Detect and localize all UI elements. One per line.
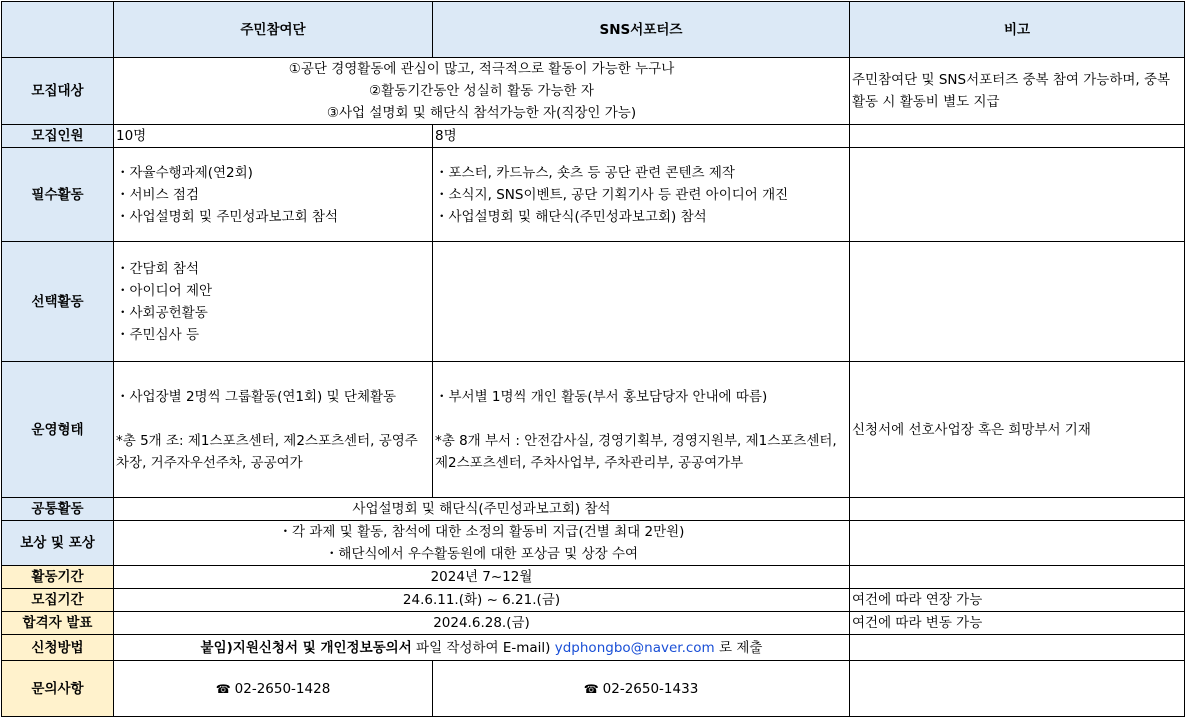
row-target	[2, 58, 1185, 125]
label-target: 모집대상	[2, 58, 114, 125]
label-count: 모집인원	[2, 125, 114, 148]
required-resident	[114, 148, 433, 242]
label-apply: 신청방법	[2, 635, 114, 661]
contact-resident	[114, 661, 433, 717]
list-item: ・자율수행과제(연2회)	[116, 164, 253, 181]
apply-note	[850, 635, 1185, 661]
apply-instruction: 파일 작성하여 E-mail)	[411, 639, 555, 656]
label-reward: 보상 및 포상	[2, 521, 114, 566]
row-optional	[2, 242, 1185, 362]
apply-documents: 붙임)지원신청서 및 개인정보동의서	[200, 639, 412, 656]
contact-note	[850, 661, 1185, 717]
period-value: 2024년 7~12월	[114, 566, 850, 589]
operation-note: 신청서에 선호사업장 혹은 희망부서 기재	[850, 362, 1185, 498]
common-value: 사업설명회 및 해단식(주민성과보고회) 참석	[114, 498, 850, 521]
row-announce	[2, 612, 1185, 635]
label-recruit-period: 모집기간	[2, 589, 114, 612]
label-common: 공통활동	[2, 498, 114, 521]
recruitment-table	[1, 1, 1185, 717]
row-operation	[2, 362, 1185, 498]
row-common	[2, 498, 1185, 521]
operation-resident	[114, 362, 433, 498]
reward-cell	[114, 521, 850, 566]
required-note	[850, 148, 1185, 242]
telephone-icon: ☎	[583, 681, 599, 696]
label-period: 활동기간	[2, 566, 114, 589]
announce-value: 2024.6.28.(금)	[114, 612, 850, 635]
contact-resident-phone: 02-2650-1428	[234, 680, 331, 697]
period-note	[850, 566, 1185, 589]
telephone-icon: ☎	[215, 681, 231, 696]
row-apply	[2, 635, 1185, 661]
label-announce: 합격자 발표	[2, 612, 114, 635]
corner-cell	[2, 2, 114, 58]
operation-sns-main: ・부서별 1명씩 개인 활동(부서 홍보담당자 안내에 따름)	[435, 388, 768, 405]
operation-sns	[433, 362, 850, 498]
row-contact	[2, 661, 1185, 717]
count-note	[850, 125, 1185, 148]
target-line-1: ①공단 경영활동에 관심이 많고, 적극적으로 활동이 가능한 누구나	[288, 61, 675, 77]
operation-resident-main: ・사업장별 2명씩 그룹활동(연1회) 및 단체활동	[116, 388, 397, 405]
required-sns	[433, 148, 850, 242]
reward-note	[850, 521, 1185, 566]
count-sns: 8명	[433, 125, 850, 148]
header-row	[2, 2, 1185, 58]
list-item: ・소식지, SNS이벤트, 공단 기획기사 등 관련 아이디어 개진	[435, 186, 789, 203]
recruit-period-note: 여건에 따라 연장 가능	[850, 589, 1185, 612]
recruit-period-value: 24.6.11.(화) ~ 6.21.(금)	[114, 589, 850, 612]
contact-sns-phone: 02-2650-1433	[602, 680, 699, 697]
list-item: ・아이디어 제안	[116, 282, 213, 299]
contact-sns	[433, 661, 850, 717]
target-note: 주민참여단 및 SNS서포터즈 중복 참여 가능하며, 중복 활동 시 활동비 별도 지급	[850, 58, 1185, 125]
list-item: ・서비스 점검	[116, 186, 199, 203]
announce-note: 여건에 따라 변동 가능	[850, 612, 1185, 635]
operation-resident-sub: *총 5개 조: 제1스포츠센터, 제2스포츠센터, 공영주차장, 거주자우선주차, 공공여가	[116, 432, 418, 471]
optional-resident	[114, 242, 433, 362]
count-resident: 10명	[114, 125, 433, 148]
apply-suffix: 로 제출	[714, 639, 763, 656]
optional-note	[850, 242, 1185, 362]
list-item: ・사업설명회 및 해단식(주민성과보고회) 참석	[435, 208, 707, 225]
label-operation: 운영형태	[2, 362, 114, 498]
target-line-3: ③사업 설명회 및 해단식 참석가능한 자(직장인 가능)	[326, 105, 637, 121]
row-count	[2, 125, 1185, 148]
spacer	[116, 408, 430, 430]
header-resident: 주민참여단	[114, 2, 433, 58]
row-period	[2, 566, 1185, 589]
target-cell	[114, 58, 850, 125]
email-link[interactable]: ydphongbo@naver.com	[554, 639, 715, 656]
optional-sns	[433, 242, 850, 362]
common-note	[850, 498, 1185, 521]
list-item: ・사회공헌활동	[116, 304, 208, 321]
list-item: ・사업설명회 및 주민성과보고회 참석	[116, 208, 338, 225]
reward-line-1: ・각 과제 및 활동, 참석에 대한 소정의 활동비 지급(건별 최대 2만원)	[278, 524, 685, 540]
list-item: ・간담회 참석	[116, 260, 199, 277]
header-note: 비고	[850, 2, 1185, 58]
label-contact: 문의사항	[2, 661, 114, 717]
operation-sns-sub: *총 8개 부서 : 안전감사실, 경영기획부, 경영지원부, 제1스포츠센터, 제2스포츠센터, 주차사업부, 주차관리부, 공공여가부	[435, 432, 837, 471]
row-recruit-period	[2, 589, 1185, 612]
spacer	[435, 408, 847, 430]
label-required: 필수활동	[2, 148, 114, 242]
row-reward	[2, 521, 1185, 566]
list-item: ・포스터, 카드뉴스, 숏츠 등 공단 관련 콘텐츠 제작	[435, 164, 735, 181]
header-sns: SNS서포터즈	[433, 2, 850, 58]
label-optional: 선택활동	[2, 242, 114, 362]
target-line-2: ②활동기간동안 성실히 활동 가능한 자	[369, 83, 594, 99]
apply-cell	[114, 635, 850, 661]
row-required	[2, 148, 1185, 242]
list-item: ・주민심사 등	[116, 326, 199, 343]
reward-line-2: ・해단식에서 우수활동원에 대한 포상금 및 상장 수여	[324, 546, 639, 562]
